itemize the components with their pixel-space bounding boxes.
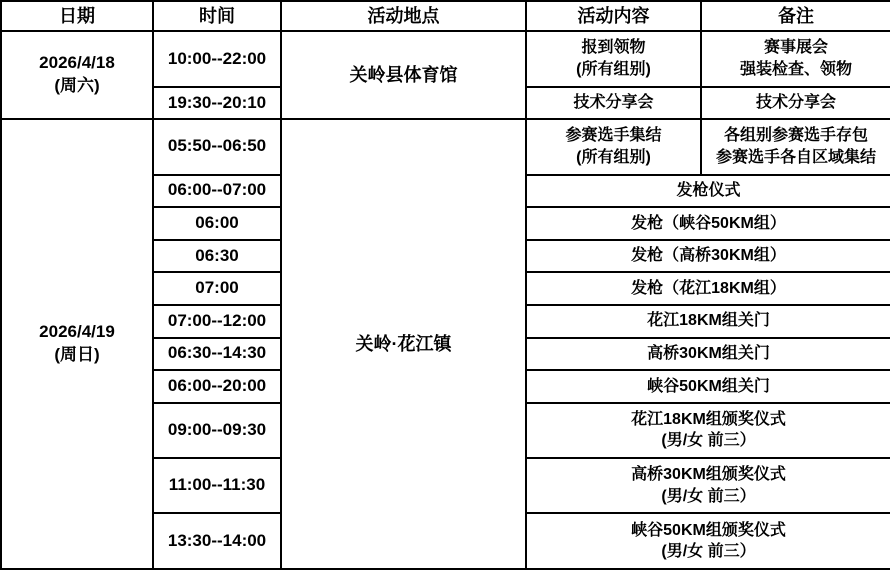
column-header-date: 日期 [1, 1, 153, 31]
time-cell: 10:00--22:00 [153, 31, 281, 86]
activity-note-merged-cell: 发枪仪式 [526, 175, 890, 208]
activity-line: (所有组别) [576, 148, 651, 166]
time-cell: 19:30--20:10 [153, 87, 281, 120]
note-line: 强装检查、领物 [739, 60, 852, 78]
date-cell-day2 [1, 119, 153, 569]
time-cell: 06:30--14:30 [153, 338, 281, 371]
time-cell: 07:00--12:00 [153, 305, 281, 338]
activity-note-merged-cell: 高桥30KM组关门 [526, 338, 890, 371]
time-cell: 06:00--20:00 [153, 370, 281, 403]
note-cell [701, 119, 890, 174]
place-line: 关岭县体育馆 [349, 65, 458, 86]
time-cell: 07:00 [153, 272, 281, 305]
date-line: 2026/4/19 [39, 322, 115, 342]
note-line: 参赛选手各自区域集结 [715, 148, 876, 166]
time-cell: 05:50--06:50 [153, 119, 281, 174]
activity-cell: 技术分享会 [526, 87, 701, 120]
note-cell [701, 31, 890, 86]
date-cell-day1 [1, 31, 153, 119]
activity-cell [526, 31, 701, 86]
place-cell-day2 [281, 119, 526, 569]
activity-line: (男/女 前三） [661, 432, 756, 450]
table-row [1, 31, 890, 86]
activity-note-merged-cell: 发枪（花江18KM组） [526, 272, 890, 305]
column-header-note: 备注 [701, 1, 890, 31]
note-cell: 技术分享会 [701, 87, 890, 120]
time-cell: 09:00--09:30 [153, 403, 281, 458]
activity-note-merged-cell [526, 458, 890, 513]
table-header-row [1, 1, 890, 31]
activity-line: 参赛选手集结 [565, 127, 662, 145]
activity-note-merged-cell: 发枪（高桥30KM组） [526, 240, 890, 273]
activity-note-merged-cell: 峡谷50KM组关门 [526, 370, 890, 403]
time-cell: 11:00--11:30 [153, 458, 281, 513]
table-header [1, 1, 890, 31]
activity-line: 高桥30KM组颁奖仪式 [631, 466, 786, 484]
weekday-line: (周六) [54, 76, 100, 96]
activity-line: 花江18KM组颁奖仪式 [631, 410, 786, 428]
time-cell: 06:30 [153, 240, 281, 273]
place-cell-day1 [281, 31, 526, 119]
activity-line: (男/女 前三） [661, 487, 756, 505]
place-line: 关岭·花江镇 [355, 333, 452, 354]
column-header-place: 活动地点 [281, 1, 526, 31]
activity-line: (男/女 前三） [661, 543, 756, 561]
activity-line: 报到领物 [581, 39, 646, 57]
time-cell: 06:00 [153, 207, 281, 240]
table-body [1, 31, 890, 569]
activity-note-merged-cell [526, 403, 890, 458]
note-line: 各组别参赛选手存包 [723, 127, 868, 145]
time-cell: 13:30--14:00 [153, 513, 281, 569]
activity-cell [526, 119, 701, 174]
table-row [1, 119, 890, 174]
activity-note-merged-cell: 发枪（峡谷50KM组） [526, 207, 890, 240]
time-cell: 06:00--07:00 [153, 175, 281, 208]
activity-note-merged-cell: 花江18KM组关门 [526, 305, 890, 338]
activity-line: (所有组别) [576, 60, 651, 78]
note-line: 赛事展会 [763, 39, 828, 57]
column-header-time: 时间 [153, 1, 281, 31]
activity-line: 峡谷50KM组颁奖仪式 [631, 521, 786, 539]
date-line: 2026/4/18 [39, 53, 115, 73]
column-header-activity: 活动内容 [526, 1, 701, 31]
weekday-line: (周日) [54, 345, 100, 365]
activity-note-merged-cell [526, 513, 890, 569]
